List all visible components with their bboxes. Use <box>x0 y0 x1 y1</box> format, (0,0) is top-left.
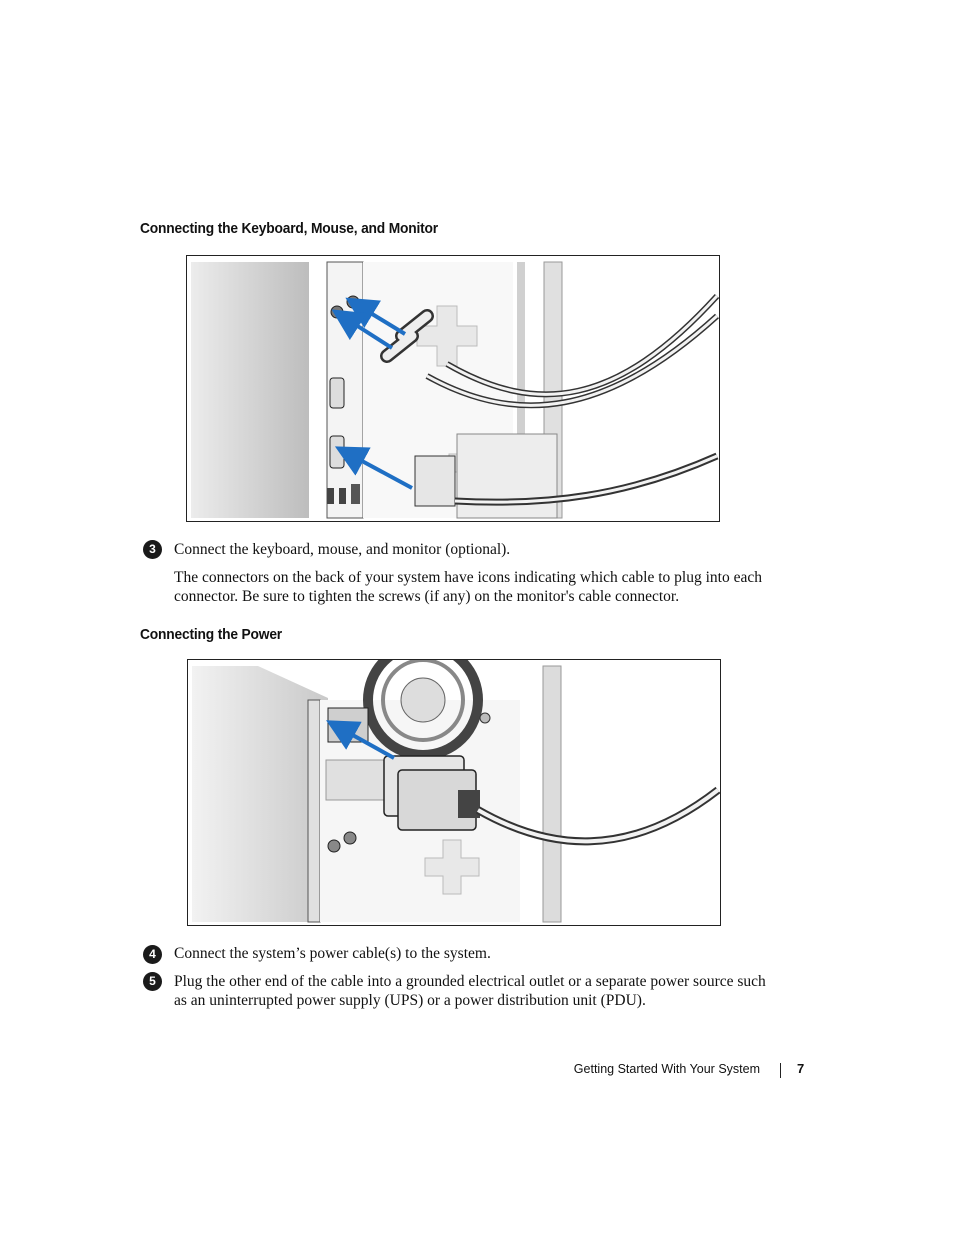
step-number-badge: 3 <box>143 540 162 559</box>
step-number-badge: 5 <box>143 972 162 991</box>
step-text: Connect the system’s power cable(s) to the system. <box>174 945 491 962</box>
figure-keyboard-mouse-monitor <box>186 255 720 522</box>
connector-note: The connectors on the back of your system have icons indicating which cable to plug into each connector. Be sure to tighten the screws (if any) on the monitor's cable connector. <box>174 569 762 605</box>
step-number-badge: 4 <box>143 945 162 964</box>
footer-title: Getting Started With Your System <box>573 1062 760 1076</box>
step-text: Plug the other end of the cable into a grounded electrical outlet or a separate power source such as an uninterrupted power supply (UPS) or a power distribution unit (PDU). <box>174 973 766 1009</box>
footer-separator <box>780 1063 781 1078</box>
page-number: 7 <box>797 1061 805 1076</box>
step-text: Connect the keyboard, mouse, and monitor (optional). <box>174 541 511 558</box>
figure-connecting-power <box>187 659 721 926</box>
illustration-back-panel-cables <box>187 256 719 521</box>
illustration-power-cable <box>188 660 720 925</box>
section-heading-connecting-power: Connecting the Power <box>140 626 282 643</box>
section-heading-keyboard-mouse-monitor: Connecting the Keyboard, Mouse, and Monitor <box>140 220 438 237</box>
